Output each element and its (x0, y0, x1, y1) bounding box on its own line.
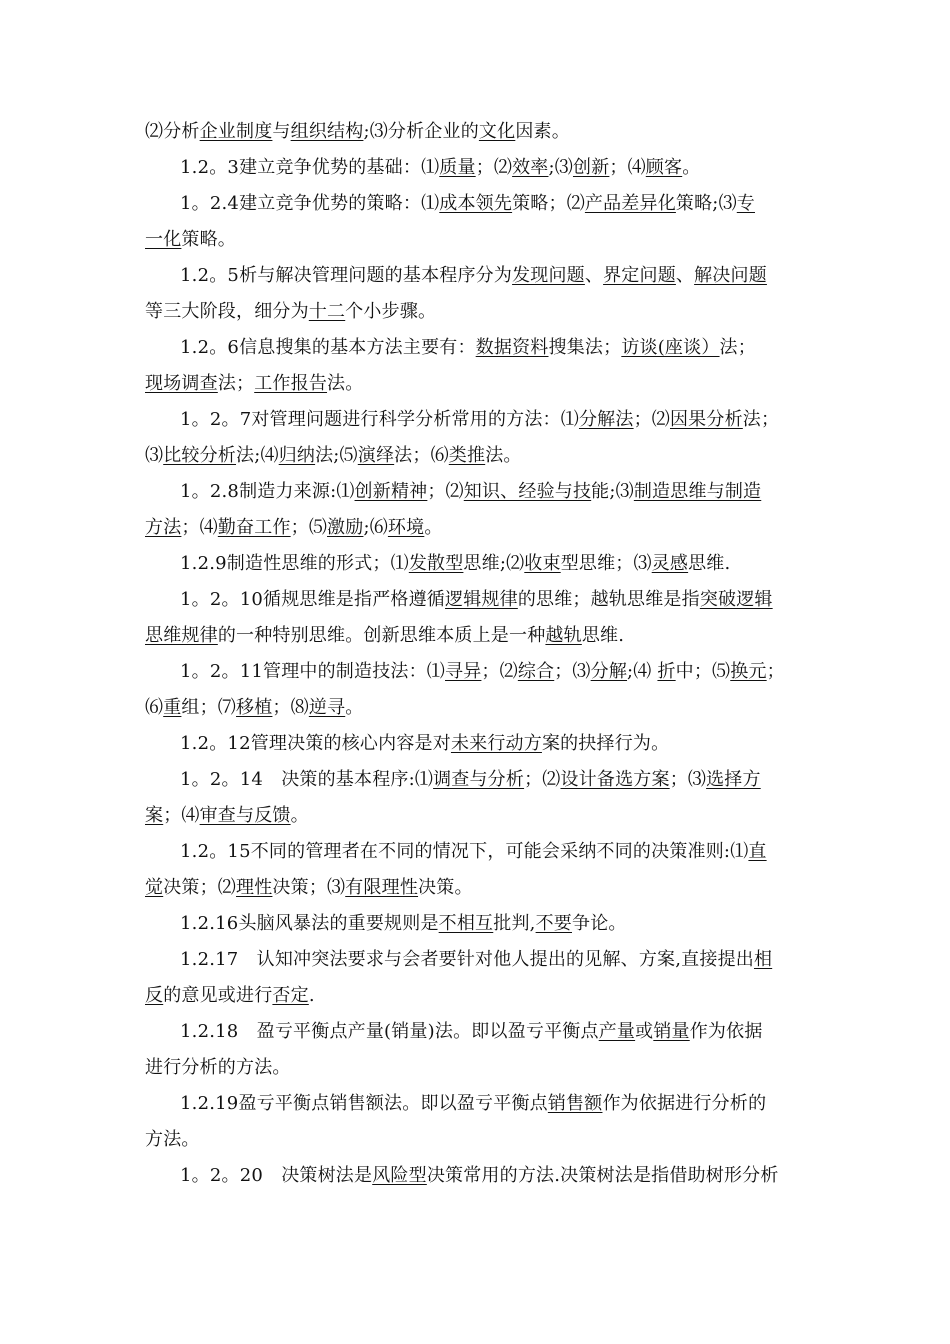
text-segment: 1。2。7对管理问题进行科学分析常用的方法：⑴ (180, 409, 579, 430)
text-line (180, 336, 815, 360)
text-segment: 、 (675, 265, 695, 286)
text-segment: 法；⑹ (394, 445, 449, 466)
text-segment: 争论。 (572, 913, 627, 934)
text-segment: 的思维；越轨思维是指 (517, 589, 700, 610)
underlined-answer: 创新 (572, 157, 610, 178)
text-segment: 。 (424, 517, 443, 538)
text-line (145, 804, 815, 828)
underlined-answer: 归纳 (278, 445, 316, 466)
underlined-answer: 分解 (590, 661, 628, 682)
underlined-answer: 产品差异化 (584, 193, 676, 214)
underlined-answer: 分解法 (578, 409, 634, 430)
underlined-answer: 企业制度 (199, 121, 273, 142)
underlined-answer: 销量 (653, 1021, 690, 1042)
text-line (180, 1164, 815, 1188)
text-line (180, 1020, 815, 1044)
text-segment: 1.2.9制造性思维的形式；⑴ (180, 553, 409, 574)
text-line (180, 408, 815, 432)
text-segment: 进行分析的方法。 (145, 1057, 291, 1078)
underlined-answer: 十二 (308, 301, 346, 322)
text-line (145, 444, 815, 468)
text-segment: 批判, (493, 913, 536, 934)
underlined-answer: 觉 (145, 877, 164, 898)
text-line (180, 660, 815, 684)
underlined-answer: 收束 (524, 553, 561, 574)
text-line (180, 948, 815, 972)
text-segment: 决策常用的方法.决策树法是指借助树形分析 (426, 1165, 779, 1186)
underlined-answer: 访谈(座谈） (621, 337, 720, 358)
underlined-answer: 不要 (535, 913, 572, 934)
underlined-answer: 否定 (272, 985, 309, 1006)
underlined-answer: 工作报告 (254, 373, 328, 394)
text-segment: 1。2.8制造力来源:⑴ (180, 481, 355, 502)
underlined-answer: 质量 (439, 157, 476, 178)
text-segment: 策略;⑶ (675, 193, 737, 214)
underlined-answer: 反 (145, 985, 164, 1006)
text-segment: ；⑷ (181, 517, 218, 538)
text-segment: 与 (272, 121, 291, 142)
text-segment: 决策；⑵ (163, 877, 237, 898)
underlined-answer: 销售额 (547, 1093, 603, 1114)
text-segment: 等三大阶段，细分为 (145, 301, 309, 322)
text-line (145, 876, 815, 900)
underlined-answer: 勤奋工作 (217, 517, 291, 538)
underlined-answer: 环境 (387, 517, 425, 538)
text-segment: 或 (635, 1021, 654, 1042)
underlined-answer: 逻辑规律 (445, 589, 518, 610)
text-segment: 决策；⑶ (272, 877, 346, 898)
underlined-answer: 思维规律 (145, 625, 218, 646)
underlined-answer: 越轨 (545, 625, 582, 646)
text-segment: ；⑻ (272, 697, 309, 718)
text-segment: 策略。 (181, 229, 237, 250)
text-line (180, 588, 815, 612)
underlined-answer: 逆寻 (308, 697, 346, 718)
text-line (145, 120, 815, 144)
text-segment: 能;⑶ (591, 481, 634, 502)
underlined-answer: 风险型 (372, 1165, 427, 1186)
text-segment: 1。2.4建立竞争优势的策略：⑴ (180, 193, 440, 214)
underlined-answer: 类推 (448, 445, 486, 466)
text-segment: 策略；⑵ (512, 193, 585, 214)
text-segment: 的一种特别思维。创新思维本质上是一种 (217, 625, 546, 646)
underlined-answer: 设计备选方案 (560, 769, 670, 790)
text-segment: 思维. (688, 553, 731, 574)
text-segment: ⑵分析 (145, 121, 200, 142)
text-segment: 作为依据 (689, 1021, 763, 1042)
text-segment: ；⑵ (481, 661, 518, 682)
underlined-answer: 调查与分析 (433, 769, 525, 790)
text-segment: 搜集法； (548, 337, 622, 358)
underlined-answer: 方法 (145, 517, 182, 538)
text-segment: 1.2。12管理决策的核心内容是对 (180, 733, 451, 754)
underlined-answer: 界定问题 (603, 265, 676, 286)
underlined-answer: 未来行动方 (450, 733, 542, 754)
underlined-answer: 组织结构 (290, 121, 364, 142)
text-segment: 法;⑸ (315, 445, 358, 466)
text-segment: ⑹ (145, 697, 164, 718)
text-line (180, 156, 815, 180)
text-segment: 1.2。5析与解决管理问题的基本程序分为 (180, 265, 513, 286)
underlined-answer: 发散型 (408, 553, 464, 574)
text-line (180, 768, 815, 792)
text-segment: 。 (682, 157, 701, 178)
text-line (145, 228, 815, 252)
text-segment: 中；⑸ (675, 661, 731, 682)
text-segment: 1.2.19盈亏平衡点销售额法。即以盈亏平衡点 (180, 1093, 548, 1114)
text-segment: 1。2。20 决策树法是 (180, 1165, 373, 1186)
text-segment: 因素。 (515, 121, 570, 142)
underlined-answer: 有限理性 (345, 877, 419, 898)
underlined-answer: 重 (163, 697, 182, 718)
text-segment: 法； (719, 337, 756, 358)
underlined-answer: 折 (657, 661, 676, 682)
underlined-answer: 寻异 (445, 661, 482, 682)
text-line (145, 372, 815, 396)
text-line (180, 1092, 815, 1116)
text-segment: 1.2.17 认知冲突法要求与会者要针对他人提出的见解、方案,直接提出 (180, 949, 754, 970)
text-line (145, 516, 815, 540)
text-line (180, 552, 815, 576)
underlined-answer: 理性 (236, 877, 273, 898)
underlined-answer: 产量 (598, 1021, 636, 1042)
text-segment: 。 (290, 805, 309, 826)
text-segment: ;⑶分析企业的 (363, 121, 479, 142)
underlined-answer: 因果分析 (669, 409, 743, 430)
text-line (180, 480, 815, 504)
text-segment: 1.2。15不同的管理者在不同的情况下，可能会采纳不同的决策准则:⑴ (180, 841, 749, 862)
text-line (145, 1056, 815, 1080)
underlined-answer: 直 (748, 841, 767, 862)
underlined-answer: 综合 (517, 661, 555, 682)
underlined-answer: 换元 (730, 661, 767, 682)
text-segment: 的意见或进行 (163, 985, 273, 1006)
text-segment: 法； (742, 409, 780, 430)
text-segment: 1.2。3建立竞争优势的基础：⑴ (180, 157, 440, 178)
underlined-answer: 数据资料 (475, 337, 549, 358)
text-line (180, 732, 815, 756)
underlined-answer: 相 (753, 949, 773, 970)
text-segment: 组；⑺ (181, 697, 237, 718)
text-segment: ;⑶ (548, 157, 573, 178)
text-segment: ;⑹ (363, 517, 388, 538)
text-line (180, 264, 815, 288)
text-segment: 个小步骤。 (345, 301, 437, 322)
text-segment: 方法。 (145, 1129, 200, 1150)
text-line (145, 1128, 815, 1152)
underlined-answer: 知识、经验与技 (463, 481, 592, 502)
text-segment: 案的抉择行为。 (541, 733, 670, 754)
text-segment: ⑶ (145, 445, 164, 466)
text-segment: ；⑵ (427, 481, 464, 502)
underlined-answer: 现场调查 (145, 373, 218, 394)
text-segment: ； (766, 661, 785, 682)
text-segment: 1。2。14 决策的基本程序:⑴ (180, 769, 434, 790)
text-segment: 1.2.18 盈亏平衡点产量(销量)法。即以盈亏平衡点 (180, 1021, 599, 1042)
underlined-answer: 突破逻辑 (699, 589, 773, 610)
text-line (145, 696, 815, 720)
underlined-answer: 选择方 (706, 769, 761, 790)
text-segment: 思维;⑵ (463, 553, 525, 574)
underlined-answer: 制造思维与制造 (633, 481, 762, 502)
underlined-answer: 灵感 (651, 553, 689, 574)
text-segment: 型思维；⑶ (560, 553, 652, 574)
underlined-answer: 不相互 (438, 913, 494, 934)
text-segment: 法。 (327, 373, 364, 394)
text-segment: 1。2。10循规思维是指严格遵循 (180, 589, 446, 610)
text-segment: ；⑵ (475, 157, 513, 178)
underlined-answer: 效率 (512, 157, 549, 178)
underlined-answer: 激励 (327, 517, 364, 538)
text-line (180, 912, 815, 936)
underlined-answer: 创新精神 (354, 481, 428, 502)
underlined-answer: 专 (736, 193, 755, 214)
text-segment: 1。2。11管理中的制造技法：⑴ (180, 661, 446, 682)
underlined-answer: 审查与反馈 (199, 805, 291, 826)
text-segment: 。 (345, 697, 364, 718)
text-segment: 1.2.16头脑风暴法的重要规则是 (180, 913, 439, 934)
text-line (145, 984, 815, 1008)
underlined-answer: 文化 (478, 121, 516, 142)
text-segment: . (308, 985, 315, 1006)
text-segment: ；⑵ (633, 409, 670, 430)
text-segment: ；⑶ (554, 661, 591, 682)
underlined-answer: 一化 (145, 229, 182, 250)
underlined-answer: 移植 (236, 697, 273, 718)
text-segment: 法； (217, 373, 255, 394)
underlined-answer: 发现问题 (512, 265, 585, 286)
text-segment: 法;⑷ (236, 445, 279, 466)
underlined-answer: 演绎 (357, 445, 395, 466)
text-line (145, 300, 815, 324)
underlined-answer: 比较分析 (163, 445, 237, 466)
text-segment: 法。 (485, 445, 522, 466)
underlined-answer: 成本领先 (439, 193, 513, 214)
text-segment: ；⑸ (290, 517, 328, 538)
text-line (180, 840, 815, 864)
text-line (145, 624, 815, 648)
text-segment: 1.2。6信息搜集的基本方法主要有： (180, 337, 476, 358)
text-line (180, 192, 815, 216)
text-segment: 作为依据进行分析的 (602, 1093, 767, 1114)
text-segment: ；⑶ (669, 769, 707, 790)
underlined-answer: 案 (145, 805, 164, 826)
underlined-answer: 顾客 (645, 157, 683, 178)
text-segment: 思维. (581, 625, 625, 646)
underlined-answer: 解决问题 (694, 265, 767, 286)
text-segment: 、 (584, 265, 604, 286)
text-segment: ;⑷ (627, 661, 658, 682)
text-segment: ；⑷ (609, 157, 646, 178)
text-segment: ；⑷ (163, 805, 200, 826)
text-segment: 决策。 (418, 877, 473, 898)
text-segment: ；⑵ (524, 769, 561, 790)
